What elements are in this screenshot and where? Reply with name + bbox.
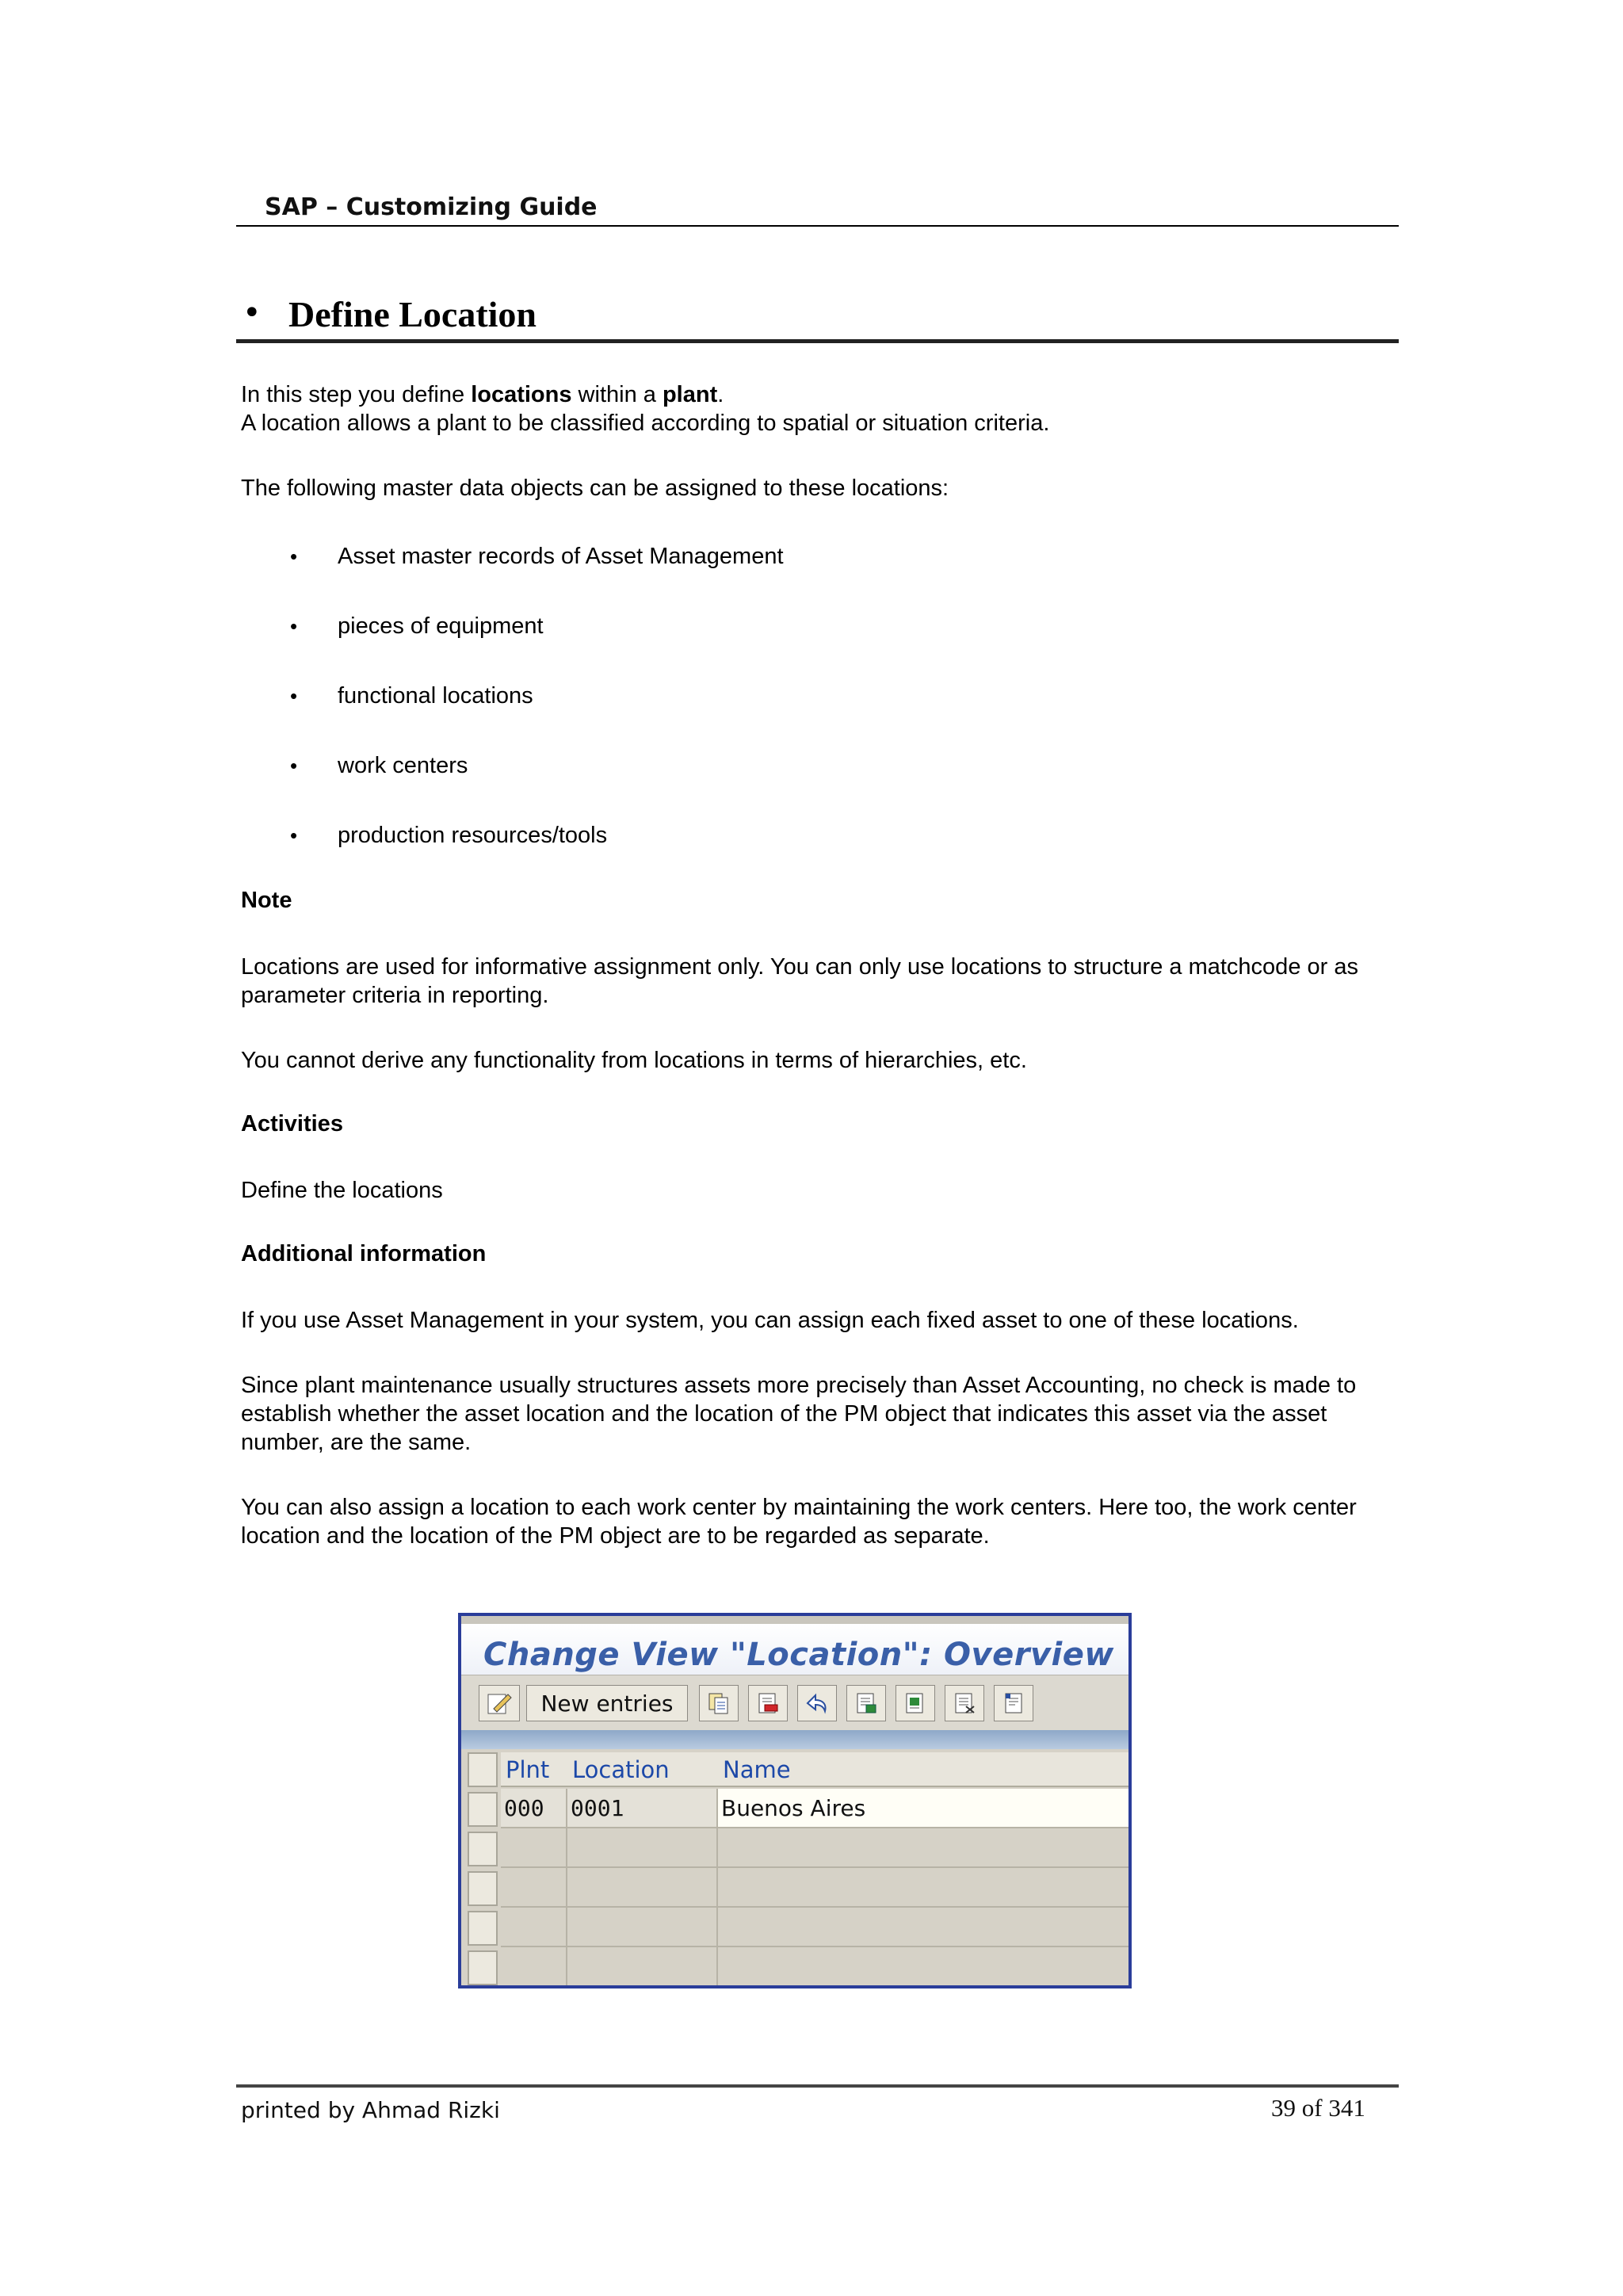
running-header: SAP – Customizing Guide [265,193,598,221]
intro-line-2: A location allows a plant to be classified according to spatial or situation criteria. [241,411,1050,436]
cell-plnt[interactable] [501,1908,567,1947]
cell-plnt[interactable] [501,1828,567,1868]
cell-plnt[interactable] [501,1947,567,1987]
note-heading: Note [241,888,292,913]
sap-screen-title: Change View "Location": Overview [483,1637,1114,1673]
new-entries-label: New entries [540,1690,674,1717]
additional-paragraph-3: You can also assign a location to each work center by maintaining the work centers. Here too, the work center location and the location of the PM object are to be regarded as separate. [241,1495,1357,1549]
list-item: Asset master records of Asset Management [338,544,784,569]
additional-heading: Additional information [241,1241,487,1266]
column-header-location[interactable]: Location [567,1752,718,1787]
note-paragraph-1: Locations are used for informative assignment only. You can only use locations to structure a matchcode or as parameter criteria in reporting. [241,954,1358,1008]
deselect-all-icon[interactable] [945,1685,984,1721]
column-header-plnt[interactable]: Plnt [501,1752,567,1787]
cell-plnt[interactable]: 000 [501,1789,567,1828]
edit-display-icon[interactable] [479,1685,520,1721]
sap-application-toolbar [461,1675,1128,1731]
bullet-dot: • [290,544,298,568]
intro-line-1 [241,380,1398,409]
sap-header-band [461,1730,1128,1749]
cell-location[interactable] [567,1947,718,1987]
cell-name[interactable]: Buenos Aires [718,1789,1130,1828]
additional-paragraph-1: If you use Asset Management in your system, you can assign each fixed asset to one of these locations. [241,1308,1299,1333]
list-item: work centers [338,753,468,778]
footer-printed-by: printed by Ahmad Rizki [241,2097,500,2123]
note-paragraph-2: You cannot derive any functionality from locations in terms of hierarchies, etc. [241,1048,1027,1073]
cell-name[interactable] [718,1868,1130,1908]
intro-text: within a [571,382,663,407]
row-selector[interactable] [468,1911,498,1946]
row-selector[interactable] [468,1832,498,1866]
intro-text: . [717,382,724,407]
cell-plnt[interactable] [501,1868,567,1908]
cell-name[interactable] [718,1828,1130,1868]
column-header-name[interactable]: Name [718,1752,1130,1787]
row-selector[interactable] [468,1950,498,1985]
additional-paragraph-2: Since plant maintenance usually structures assets more precisely than Asset Accounting, no check is made to establish whether the asset location and the location of the PM object that indicates this asset via the asset number, are the same. [241,1373,1357,1455]
section-title: Define Location [288,294,537,334]
sap-title-bar [461,1624,1128,1675]
section-rule [236,339,1399,343]
activities-heading: Activities [241,1111,343,1137]
cell-location[interactable]: 0001 [567,1789,718,1828]
section-bullet: • [242,295,262,331]
intro-keyword-plant: plant [662,382,718,407]
list-item: pieces of equipment [338,613,544,639]
intro-text: In this step you define [241,382,472,407]
bullet-dot: • [290,614,298,638]
cell-name[interactable] [718,1908,1130,1947]
copy-icon[interactable] [699,1685,739,1721]
list-item: functional locations [338,683,533,709]
page-number: 39 of 341 [1271,2094,1365,2122]
bullet-dot: • [290,823,298,847]
print-icon[interactable] [994,1685,1033,1721]
sap-screenshot [458,1613,1132,1988]
new-entries-button[interactable] [526,1685,688,1721]
activities-paragraph: Define the locations [241,1178,443,1203]
select-block-icon[interactable] [896,1685,935,1721]
row-selector[interactable] [468,1792,498,1827]
list-item: production resources/tools [338,823,608,848]
cell-location[interactable] [567,1908,718,1947]
bullet-dot: • [290,754,298,777]
cell-location[interactable] [567,1868,718,1908]
location-table [461,1749,1128,1985]
cell-name[interactable] [718,1947,1130,1987]
select-all-icon[interactable] [846,1685,886,1721]
bullet-dot: • [290,684,298,708]
header-rule [236,225,1399,227]
intro-line-3: The following master data objects can be assigned to these locations: [241,476,949,501]
delete-icon[interactable] [748,1685,788,1721]
undo-icon[interactable] [797,1685,837,1721]
cell-location[interactable] [567,1828,718,1868]
select-all-rows-button[interactable] [468,1752,498,1787]
row-selector[interactable] [468,1871,498,1906]
footer-rule [236,2084,1399,2088]
intro-keyword-locations: locations [471,382,572,407]
